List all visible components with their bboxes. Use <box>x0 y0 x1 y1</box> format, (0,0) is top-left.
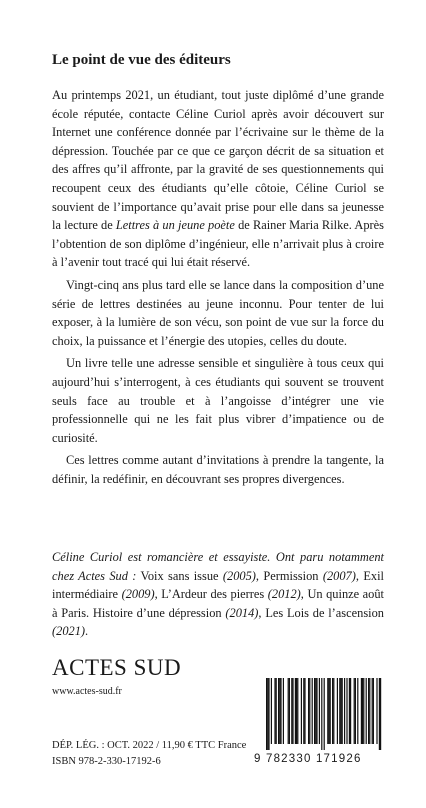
barcode-bar <box>372 678 373 744</box>
publisher-logo: ACTES SUD <box>52 655 182 680</box>
barcode-bar <box>304 678 305 744</box>
barcode-bar <box>288 678 289 744</box>
barcode-bar <box>373 678 374 744</box>
barcode-bar <box>274 678 275 744</box>
barcode-digits: 9 782330 171926 <box>254 753 362 765</box>
barcode-bar <box>363 678 364 744</box>
section-heading: Le point de vue des éditeurs <box>52 52 231 68</box>
barcode-bar <box>354 678 355 744</box>
barcode-bar <box>309 678 310 744</box>
barcode-bar <box>328 678 329 744</box>
barcode-bar <box>295 678 296 744</box>
blurb <box>52 86 384 488</box>
legal-deposit: DÉP. LÉG. : OCT. 2022 / 11,90 € TTC France <box>52 740 247 751</box>
barcode-bar <box>297 678 298 744</box>
barcode-bar <box>321 678 322 750</box>
legal-info <box>52 738 246 770</box>
bio-work: Un quinze août à Paris. Histoire d’une dépression (2014), <box>52 587 384 620</box>
publisher-website: www.actes-sud.fr <box>52 686 122 697</box>
barcode-bar <box>333 678 334 744</box>
barcode-bar <box>283 678 284 744</box>
barcode-bar <box>271 678 272 744</box>
barcode-bar <box>350 678 351 744</box>
barcode-bar <box>368 678 369 744</box>
barcode-bar <box>327 678 328 744</box>
barcode-bar <box>291 678 292 744</box>
bio-work: Permission (2007), <box>263 568 359 583</box>
barcode-bar <box>344 678 345 744</box>
barcode-bar <box>342 678 343 744</box>
barcode-bar <box>380 678 381 750</box>
blurb-paragraph-1 <box>52 86 384 272</box>
barcode-bar <box>361 678 362 744</box>
barcode-bar <box>316 678 317 744</box>
barcode-bar <box>279 678 280 744</box>
barcode-bar <box>266 678 267 750</box>
author-bio <box>52 548 384 641</box>
barcode-bar <box>357 678 358 744</box>
barcode-bar <box>268 678 269 750</box>
barcode-bar <box>315 678 316 744</box>
bio-intro: Céline Curiol est romancière et essayiste. Ont paru notamment chez Actes Sud : <box>52 550 384 583</box>
bio-work: Exil intermédiaire (2009), <box>52 568 384 602</box>
barcode-bar <box>379 678 380 750</box>
barcode-bar <box>330 678 331 744</box>
barcode-bars-icon <box>254 678 388 752</box>
barcode-bar <box>296 678 297 744</box>
bio-work: L’Ardeur des pierres (2012), <box>161 587 304 602</box>
barcode-bar <box>346 678 347 744</box>
bio-work: Les Lois de l’ascension (2021). <box>52 605 384 639</box>
barcode-bar <box>362 678 363 744</box>
blurb-text: de Rainer Maria Rilke. Après l’obtention de son diplôme d’ingénieur, elle n’arrivait plus à croire à l’avenir tout tracé qui lui était réservé. <box>52 218 384 270</box>
barcode-bar <box>278 678 279 744</box>
barcode-bar <box>366 678 367 744</box>
barcode-bar <box>340 678 341 744</box>
barcode-bar <box>349 678 350 744</box>
barcode-bar <box>314 678 315 744</box>
bio-work: Voix sans issue (2005), <box>140 568 260 583</box>
barcode-bar <box>376 678 377 744</box>
barcode-bar <box>369 678 370 744</box>
barcode-bar <box>339 678 340 744</box>
barcode-bar <box>324 678 325 750</box>
isbn: ISBN 978-2-330-17192-6 <box>52 756 161 767</box>
barcode-bar <box>332 678 333 744</box>
barcode-bar <box>292 678 293 744</box>
barcode-bar <box>301 678 302 744</box>
blurb-paragraph-3: Un livre telle une adresse sensible et singulière à tous ceux qui aujourd’hui s’interrogent, à ces étudiants qui souvent se trouvent seuls face au trouble et à l’angoisse d’intégrer une vie professionnelle qui ne les fait plus vibrer d’impatience ou de curiosité. <box>52 356 384 445</box>
barcode-bar <box>355 678 356 744</box>
barcode-bar <box>312 678 313 744</box>
barcode-bar <box>289 678 290 744</box>
barcode-bar <box>280 678 281 744</box>
book-title-reference: Lettres à un jeune poète <box>115 218 235 233</box>
blurb-paragraph-2: Vingt-cinq ans plus tard elle se lance dans la composition d’une série de lettres destinées au jeune inconnu. Pour tenter de lui exposer, à la lumière de son vécu, son point de vue sur la force du choix, la puissance et l’énergie des utopies, celles du doute. <box>52 277 384 348</box>
barcode-bar <box>303 678 304 744</box>
barcode-bar <box>276 678 277 744</box>
barcode-bar <box>337 678 338 744</box>
barcode-bar <box>319 678 320 744</box>
barcode <box>254 678 388 770</box>
blurb-text: Au printemps 2021, un étudiant, tout juste diplômé d’une grande école réputée, contacte Céline Curiol après avoir découvert sur Internet une conférence donnée par l’écrivaine sur le thème de la dépression. Touchée par ce que ce garçon décrit de sa situation et des affres qu’il affronte, par la gravité de ses questionnements qui recoupent ceux des étudiants qu’elle côtoie, Céline Curiol se souvient de l’importance qu’avait prise pour elle dans sa jeunesse la lecture de <box>52 88 384 233</box>
blurb-paragraph-4: Ces lettres comme autant d’invitations à prendre la tangente, la définir, la redéfinir, en découvrant ses propres divergences. <box>52 453 384 486</box>
barcode-bar <box>267 678 268 750</box>
barcode-bar <box>308 678 309 744</box>
